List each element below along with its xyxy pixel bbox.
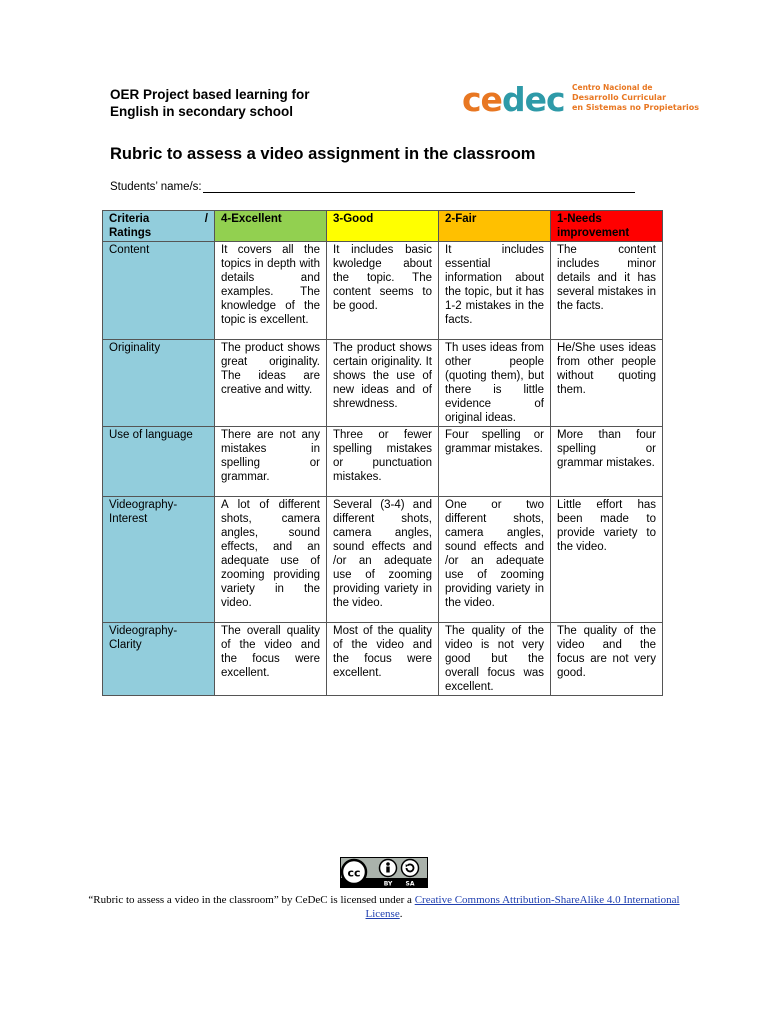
cedec-logo-wordmark [462, 80, 565, 120]
cell-interest-excellent: A lot of different shots, camera angles, sound effects, and an adequate use of zooming providing variety in the video. [215, 497, 327, 623]
criteria-header-label: Criteria [109, 213, 150, 225]
criterion-videography-interest: Videography-Interest [103, 497, 215, 623]
rubric-row-videography-clarity [103, 623, 663, 696]
cell-interest-good: Several (3-4) and different shots, camera angles, sound effects and /or an adequate use of zooming providing variety in the video. [327, 497, 439, 623]
rubric-row-videography-interest [103, 497, 663, 623]
cell-originality-good: The product shows certain originality. It shows the use of new ideas and of shrewdness. [327, 340, 439, 427]
rubric-row-content [103, 242, 663, 340]
cell-content-good: It includes basic kwoledge about the topic. The content seems to be good. [327, 242, 439, 340]
project-header [110, 86, 310, 120]
cell-originality-needs: He/She uses ideas from other people without quoting them. [551, 340, 663, 427]
criterion-content: Content [103, 242, 215, 340]
criterion-use-of-language: Use of language [103, 427, 215, 497]
license-footer [80, 893, 688, 921]
rating-header-needs-improvement: 1-Needs improvement [551, 211, 663, 242]
logo-ce: ce [462, 80, 502, 119]
students-name-line[interactable] [203, 180, 635, 193]
rating-header-fair: 2-Fair [439, 211, 551, 242]
rubric-header-row [103, 211, 663, 242]
cell-interest-fair: One or two different shots, camera angles, sound effects and /or an adequate use of zooming providing variety in the video. [439, 497, 551, 623]
cc-by-sa-badge[interactable] [340, 857, 428, 888]
cell-language-excellent: There are not any mistakes in spelling or grammar. [215, 427, 327, 497]
cell-language-needs: More than four spelling or grammar mistakes. [551, 427, 663, 497]
project-header-line2: English in secondary school [110, 104, 294, 119]
sa-label: SA [405, 880, 415, 888]
criteria-header-slash: / [204, 213, 208, 225]
by-label: BY [383, 880, 393, 888]
logo-sub-line1: Centro Nacional de [572, 83, 653, 92]
students-name-label: Students’ name/s: [110, 181, 202, 193]
rubric-row-use-of-language [103, 427, 663, 497]
rating-header-good: 3-Good [327, 211, 439, 242]
cell-content-needs: The content includes minor details and it has several mistakes in the facts. [551, 242, 663, 340]
logo-dec: dec [501, 80, 565, 119]
cell-originality-fair: Th uses ideas from other people (quoting them), but there is little evidence of original ideas. [439, 340, 551, 427]
cell-clarity-needs: The quality of the video and the focus are not very good. [551, 623, 663, 696]
criterion-videography-clarity: Videography-Clarity [103, 623, 215, 696]
students-name-field [110, 180, 635, 193]
license-text: “Rubric to assess a video in the classroom” by CeDeC is licensed under a [88, 894, 415, 906]
sa-icon [402, 860, 419, 877]
license-text-end: . [399, 908, 403, 920]
cell-originality-excellent: The product shows great originality. The ideas are creative and witty. [215, 340, 327, 427]
cell-interest-needs: Little effort has been made to provide variety to the video. [551, 497, 663, 623]
cell-clarity-fair: The quality of the video is not very good but the overall focus was excellent. [439, 623, 551, 696]
cedec-logo [462, 80, 702, 126]
cell-content-fair: It includes essential information about the topic, but it has 1-2 mistakes in the facts. [439, 242, 551, 340]
ratings-header-label: Ratings [109, 227, 152, 239]
project-header-line1: OER Project based learning for [110, 87, 310, 102]
cedec-logo-subtitle [572, 83, 699, 113]
criteria-ratings-header [103, 211, 215, 242]
rubric-table [102, 210, 663, 696]
cell-language-good: Three or fewer spelling mistakes or punctuation mistakes. [327, 427, 439, 497]
document-title: Rubric to assess a video assignment in the classroom [110, 145, 536, 163]
cell-clarity-good: Most of the quality of the video and the focus were excellent. [327, 623, 439, 696]
logo-sub-line3: en Sistemas no Propietarios [572, 103, 700, 112]
rubric-row-originality [103, 340, 663, 427]
cell-language-fair: Four spelling or grammar mistakes. [439, 427, 551, 497]
rating-header-excellent: 4-Excellent [215, 211, 327, 242]
criterion-originality: Originality [103, 340, 215, 427]
cell-content-excellent: It covers all the topics in depth with details and examples. The knowledge of the topic is excellent. [215, 242, 327, 340]
cell-clarity-excellent: The overall quality of the video and the focus were excellent. [215, 623, 327, 696]
cc-icon-text: cc [347, 866, 361, 880]
license-link[interactable]: Creative Commons Attribution-ShareAlike 4.0 International License [365, 894, 680, 920]
logo-sub-line2: Desarrollo Curricular [572, 93, 667, 102]
